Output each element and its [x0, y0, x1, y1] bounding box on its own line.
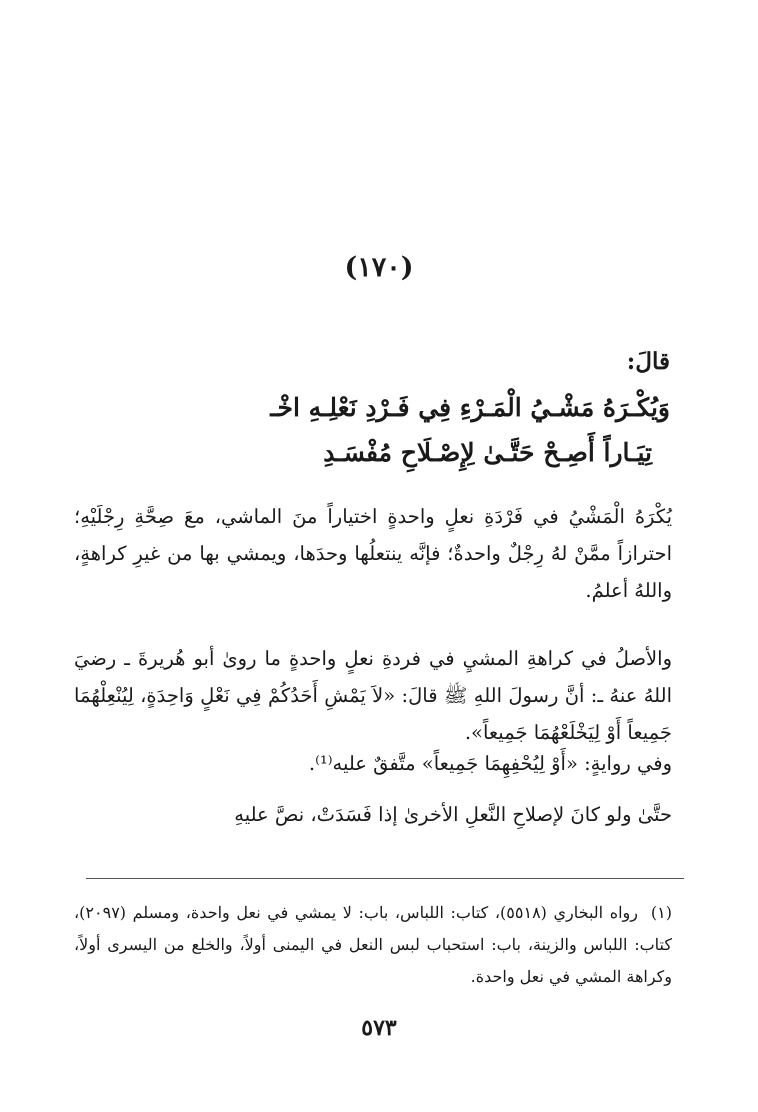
commentary-paragraph-2: والأصلُ في كراهةِ المشيِ في فردةِ نعلٍ واحدةٍ ما روىٰ أبو هُريرةَ ـ رضيَ اللهُ عنهُ ـ: أنَّ رسولَ اللهِ ﷺ قالَ: «لاَ يَمْشِ أَحَدُكُمْ فِي نَعْلٍ وَاحِدَةٍ، لِيُنْعِلْهُمَا جَمِيعاً أَوْ لِيَخْلَعْهُمَا جَمِيعاً». [74, 647, 672, 744]
footnote [74, 897, 672, 993]
page-number: ٥٧٣ [361, 1015, 397, 1041]
verse-line-2: تِيَـاراً أَصِـحْ حَتَّـىٰ لِإِصْـلَاحِ مُفْسَـدِ [323, 438, 652, 467]
said-label: قالَ: [626, 348, 670, 375]
commentary-paragraph-4: حتَّىٰ ولو كانَ لإصلاحِ النَّعلِ الأخرىٰ إذا فَسَدَتْ، نصَّ عليهِ [234, 803, 672, 826]
commentary-paragraph-3: وفي روايةٍ: «أَوْ لِيُحْفِهِمَا جَمِيعاً» متَّفقٌ عليه⁽¹⁾. [308, 752, 672, 775]
footnote-text: رواه البخاري (٥٥١٨)، كتاب: اللباس، باب: لا يمشي في نعل واحدة، ومسلم (٢٠٩٧)، كتاب: اللباس والزينة، باب: استحباب لبس النعل في اليمنى أولاً، والخلع من اليسرى أولاً، وكراهة المشي في نعل واحدة. [74, 903, 672, 986]
footnote-number: (١) [650, 903, 673, 922]
footnote-divider [86, 878, 684, 879]
verse-line-1: وَيُكْـرَهُ مَشْـيُ الْمَـرْءِ فِي فَـرْدِ نَعْلِـهِ اخْـ [270, 393, 670, 422]
section-number: (١٧٠) [344, 252, 414, 283]
commentary-paragraph-1: يُكْرَهُ الْمَشْيُ في فَرْدَةِ نعلٍ واحدةٍ اختياراً منَ الماشي، معَ صِحَّةِ رِجْلَيْهِ؛ احترازاً ممَّنْ لهُ رِجْلٌ واحدةٌ؛ فإنَّه ينتعلُها وحدَها، ويمشي بها من غيرِ كراهةٍ، واللهُ أعلمُ. [74, 505, 672, 602]
